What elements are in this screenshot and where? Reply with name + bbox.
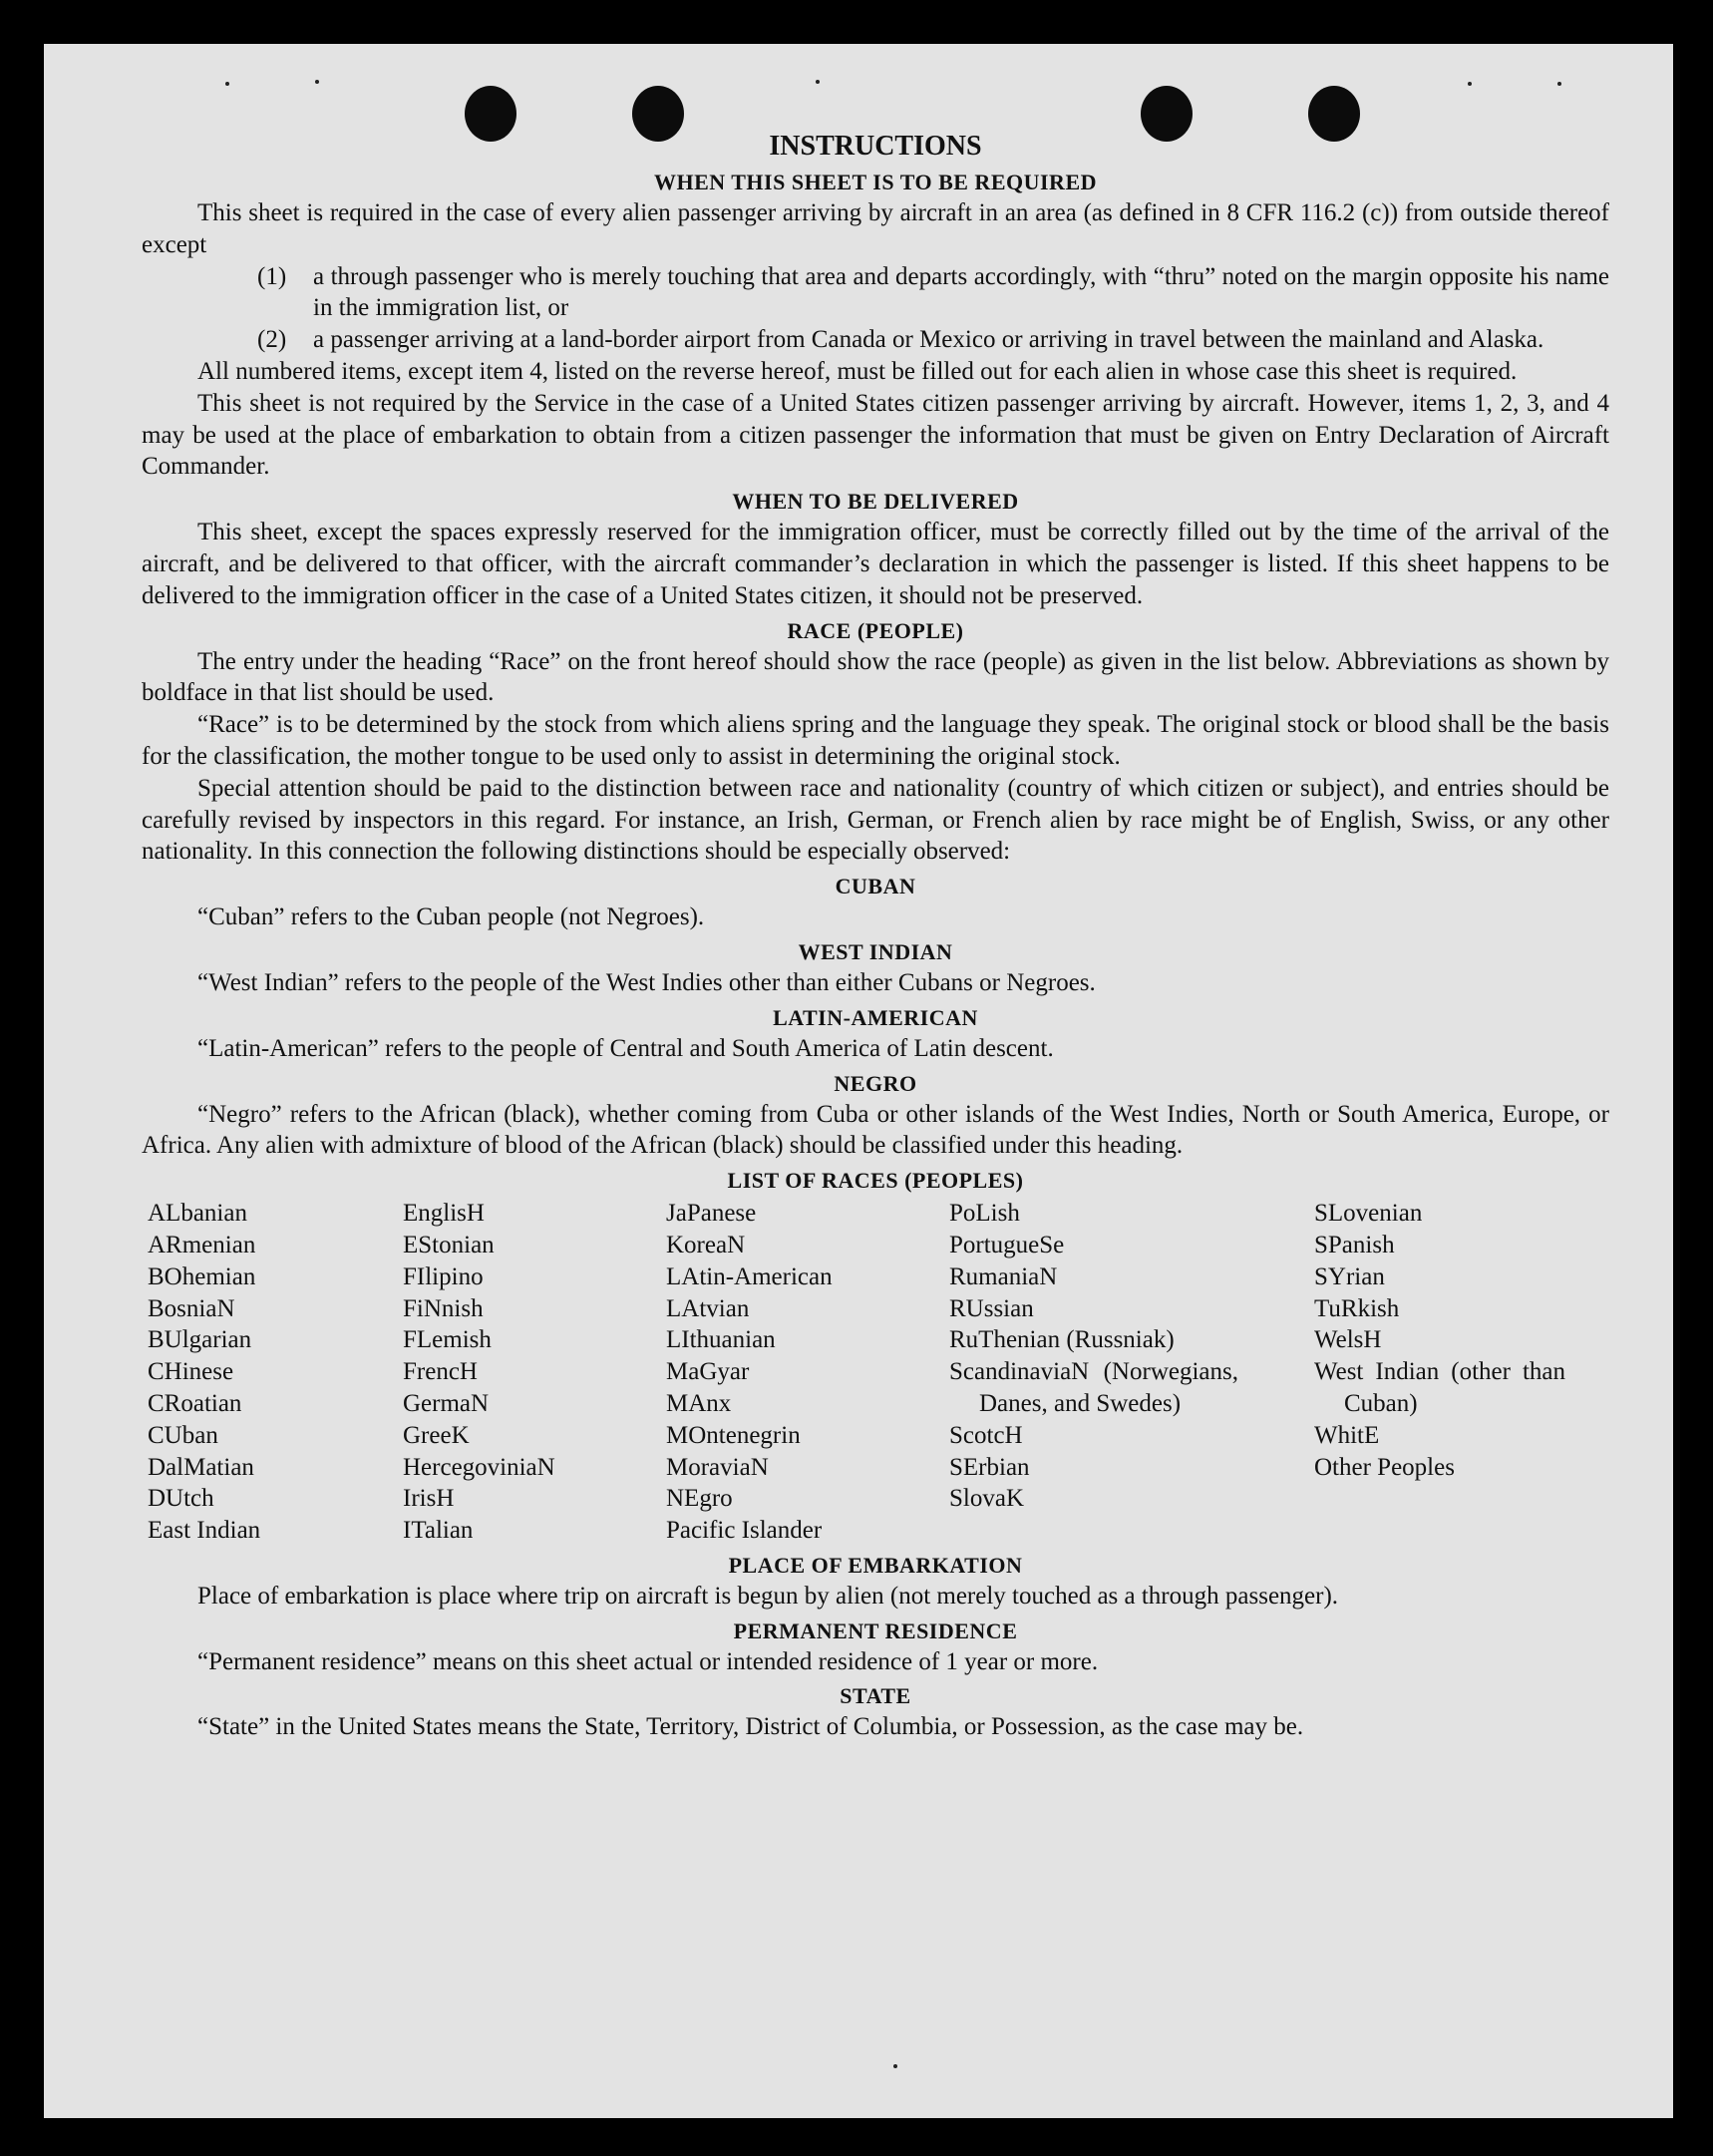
race-entry: MOntenegrin: [666, 1421, 801, 1449]
document-page: [44, 44, 1673, 2118]
paragraph: Place of embarkation is place where trip on aircraft is begun by alien (not merely touched as a through passenger).: [197, 1582, 1339, 1610]
race-entry: LAtin-American: [666, 1262, 833, 1290]
race-entry: NEgro: [666, 1485, 733, 1513]
race-entry: ITalian: [403, 1517, 474, 1545]
race-entry: HercegoviniaN: [403, 1453, 555, 1481]
race-entry: BOhemian: [148, 1262, 256, 1290]
race-entry: GermaN: [403, 1389, 490, 1417]
heading-cuban: CUBAN: [835, 874, 916, 899]
race-column: [403, 1198, 666, 1547]
race-column: [1314, 1198, 1565, 1547]
heading-negro: NEGRO: [834, 1070, 917, 1096]
paragraph: “Latin-American” refers to the people of Central and South America of Latin descent.: [197, 1034, 1054, 1062]
paper-speck: [893, 2064, 897, 2068]
paragraph: This sheet, except the spaces expressly reserved for the immigration officer, must be correctly filled out by the time of the arrival of the aircraft, and be delivered to that officer, with the aircraft commander’s declaration in which the passenger is listed. If this sheet happens to be delivered to the immigration officer in the case of a United States citizen, it should not be preserved.: [142, 519, 1609, 609]
race-entry: FLemish: [403, 1326, 492, 1354]
race-entry: CRoatian: [148, 1389, 242, 1417]
list-item: [142, 324, 1609, 356]
paragraph: Special attention should be paid to the distinction between race and nationality (country of which citizen or subject), and entries should be carefully revised by inspectors in this regard. For instance, an Irish, German, or French alien by race might be of English, Swiss, or any other nationality. In this connection the following distinctions should be especially observed:: [142, 774, 1609, 866]
paper-speck: [816, 80, 820, 84]
heading-list-of-races: LIST OF RACES (PEOPLES): [727, 1168, 1024, 1194]
race-entry: RUssian: [949, 1294, 1034, 1322]
race-entry: GreeK: [403, 1421, 470, 1449]
race-entry: ALbanian: [148, 1200, 247, 1228]
race-entry: SErbian: [949, 1453, 1030, 1481]
heading-permanent-residence: PERMANENT RESIDENCE: [733, 1617, 1018, 1643]
list-item: [142, 261, 1609, 325]
race-entry: KoreaN: [666, 1231, 746, 1258]
race-entry: ScandinaviaN (Norwegians, Danes, and Swedes): [949, 1358, 1238, 1417]
heading-latin-american: LATIN-AMERICAN: [773, 1004, 978, 1030]
race-entry: BosniaN: [148, 1294, 235, 1322]
instructions-content: [142, 130, 1609, 1743]
paragraph: This sheet is required in the case of every alien passenger arriving by aircraft in an area (as defined in 8 CFR 116.2 (c)) from outside thereof except: [142, 199, 1609, 258]
race-entry: WhitE: [1314, 1421, 1380, 1449]
item-number: (1): [257, 262, 287, 290]
race-entry: Other Peoples: [1314, 1453, 1455, 1481]
race-entry: DUtch: [148, 1485, 214, 1513]
race-list: [142, 1198, 1609, 1547]
race-entry: LIthuanian: [666, 1326, 776, 1354]
paragraph: “Negro” refers to the African (black), whether coming from Cuba or other islands of the West Indies, North or South America, Europe, or Africa. Any alien with admixture of blood of the African (black) should be classified under this heading.: [142, 1100, 1609, 1160]
paper-speck: [225, 82, 229, 86]
race-column: [148, 1198, 403, 1547]
race-entry: PoLish: [949, 1200, 1020, 1228]
heading-race: RACE (PEOPLE): [787, 617, 964, 643]
race-entry: ScotcH: [949, 1421, 1023, 1449]
paragraph: This sheet is not required by the Service in the case of a United States citizen passenger arriving by aircraft. However, items 1, 2, 3, and 4 may be used at the place of embarkation to obtain from a citizen passenger the information that must be given on Entry Declaration of Aircraft Commander.: [142, 389, 1609, 481]
race-entry: RumaniaN: [949, 1262, 1058, 1290]
paragraph: All numbered items, except item 4, listed on the reverse hereof, must be filled out for each alien in whose case this sheet is required.: [197, 357, 1518, 385]
paragraph: The entry under the heading “Race” on the front hereof should show the race (people) as given in the list below. Abbreviations as shown by boldface in that list should be used.: [142, 647, 1609, 707]
race-entry: TuRkish: [1314, 1294, 1400, 1322]
page-title: INSTRUCTIONS: [769, 131, 982, 162]
paper-speck: [1557, 82, 1561, 86]
race-entry: FrencH: [403, 1358, 478, 1386]
item-text: a passenger arriving at a land-border airport from Canada or Mexico or arriving in travel between the mainland and Alaska.: [313, 326, 1544, 354]
paragraph: “Cuban” refers to the Cuban people (not Negroes).: [197, 903, 705, 931]
paragraph: “West Indian” refers to the people of the West Indies other than either Cubans or Negroes.: [197, 968, 1096, 996]
race-column: [949, 1198, 1238, 1547]
race-entry: DalMatian: [148, 1453, 254, 1481]
race-entry: MaGyar: [666, 1358, 750, 1386]
heading-embarkation: PLACE OF EMBARKATION: [728, 1552, 1023, 1578]
race-column: [666, 1198, 949, 1547]
race-entry: JaPanese: [666, 1200, 757, 1228]
paper-speck: [1468, 82, 1472, 86]
race-entry: EnglisH: [403, 1200, 485, 1228]
race-entry: PortugueSe: [949, 1231, 1065, 1258]
race-entry: FIlipino: [403, 1262, 484, 1290]
race-entry: SPanish: [1314, 1231, 1395, 1258]
paragraph: “Race” is to be determined by the stock from which aliens spring and the language they speak. The original stock or blood shall be the basis for the classification, the mother tongue to be used only to assist in determining the original stock.: [142, 711, 1609, 770]
race-entry: IrisH: [403, 1485, 455, 1513]
race-entry: BUlgarian: [148, 1326, 252, 1354]
item-text: a through passenger who is merely touching that area and departs accordingly, with “thru” noted on the margin opposite his name in the immigration list, or: [313, 262, 1609, 322]
race-entry: East Indian: [148, 1517, 261, 1545]
race-entry: Pacific Islander: [666, 1517, 823, 1545]
race-entry: ARmenian: [148, 1231, 256, 1258]
race-entry: West Indian (other than Cuban): [1314, 1358, 1565, 1417]
race-entry: CUban: [148, 1421, 218, 1449]
race-entry: MAnx: [666, 1389, 732, 1417]
race-entry: MoraviaN: [666, 1453, 769, 1481]
heading-when-delivered: WHEN TO BE DELIVERED: [732, 489, 1019, 515]
race-entry: RuThenian (Russniak): [949, 1326, 1175, 1354]
paragraph: “State” in the United States means the State, Territory, District of Columbia, or Possession, as the case may be.: [197, 1713, 1304, 1741]
paper-speck: [315, 80, 319, 84]
race-entry: CHinese: [148, 1358, 234, 1386]
race-entry: FiNnish: [403, 1294, 484, 1322]
race-entry: SYrian: [1314, 1262, 1385, 1290]
heading-state: STATE: [840, 1683, 911, 1709]
race-entry: SlovaK: [949, 1485, 1024, 1513]
item-number: (2): [257, 326, 287, 354]
race-entry: WelsH: [1314, 1326, 1382, 1354]
paragraph: “Permanent residence” means on this sheet actual or intended residence of 1 year or more.: [197, 1647, 1099, 1675]
race-entry: SLovenian: [1314, 1200, 1423, 1228]
race-entry: LAtvian: [666, 1294, 750, 1322]
heading-west-indian: WEST INDIAN: [798, 938, 953, 964]
race-entry: EStonian: [403, 1231, 495, 1258]
heading-when-required: WHEN THIS SHEET IS TO BE REQUIRED: [653, 170, 1098, 194]
